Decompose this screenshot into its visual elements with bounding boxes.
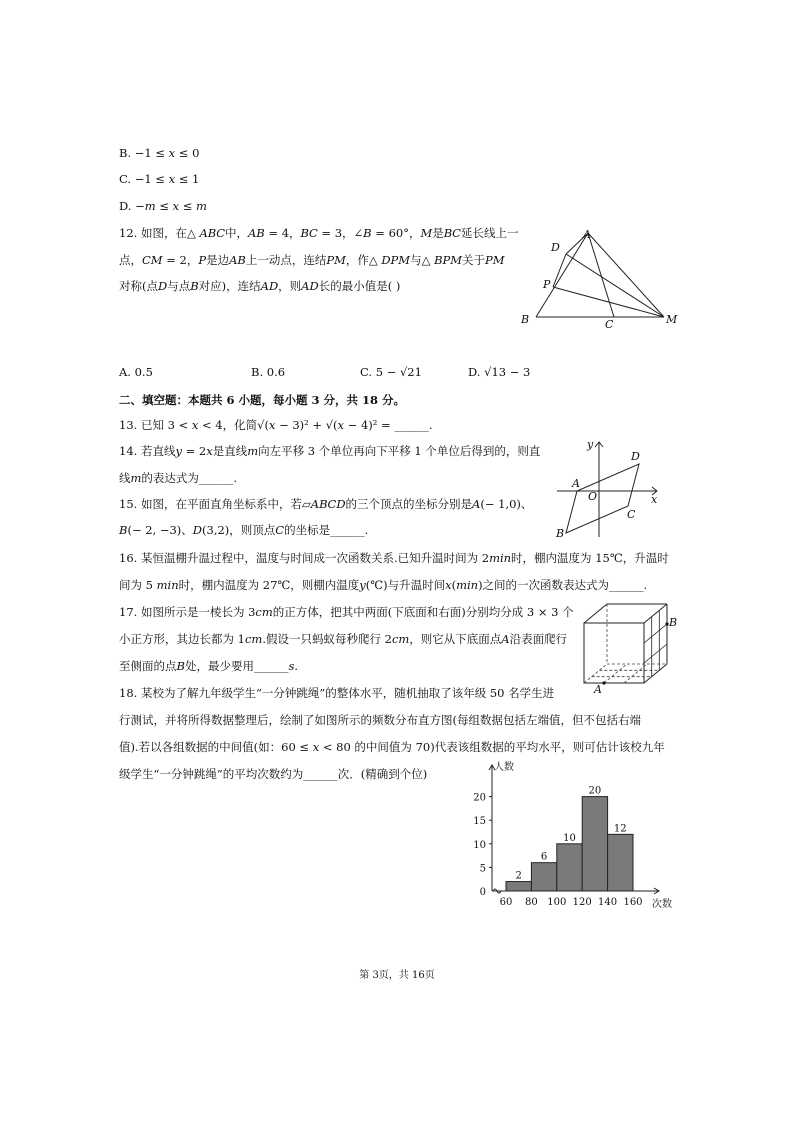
fig2-label-b: B xyxy=(556,527,565,540)
q17-line-1: 17. 如图所示是一棱长为 3𝑐𝑚的正方体，把其中两面(下底面和右面)分别均分成 3 × 3 个 xyxy=(119,605,574,619)
q12-triangle-figure xyxy=(510,224,686,330)
histogram-bar xyxy=(557,844,582,891)
fig2-label-y: y xyxy=(587,438,594,451)
histogram-bar xyxy=(531,863,556,891)
q16-line-2: 间为 5 𝑚𝑖𝑛时，棚内温度为 27℃，则棚内温度𝑦(℃)与升温时间𝑥(𝑚𝑖𝑛)之间的一次函数表达式为______. xyxy=(119,578,648,592)
fig3-label-a: A xyxy=(594,683,602,694)
x-tick-label: 140 xyxy=(598,897,618,908)
fig-label-a: A xyxy=(583,228,591,241)
q14-line-2: 线𝑚的表达式为______. xyxy=(119,471,238,485)
y-axis-label: 人数 xyxy=(494,762,514,773)
q14-line-1: 14. 若直线𝑦 = 2𝑥是直线𝑚向左平移 3 个单位再向下平移 1 个单位后得到的，则直 xyxy=(119,444,541,458)
histogram-bar xyxy=(608,834,633,891)
q18-line-1: 18. 某校为了解九年级学生“一分钟跳绳”的整体水平，随机抽取了该年级 50 名学生进 xyxy=(119,686,555,700)
x-tick-label: 60 xyxy=(499,897,513,908)
option-c: C. −1 ≤ 𝑥 ≤ 1 xyxy=(119,172,200,186)
fig-label-d: D xyxy=(551,241,560,254)
q17-cube-figure xyxy=(578,598,682,694)
q12-line-1: 12. 如图，在△ 𝐴𝐵𝐶中，𝐴𝐵 = 4，𝐵𝐶 = 3，∠𝐵 = 60°，𝑀是𝐵𝐶延长线上一 xyxy=(119,226,519,240)
q18-line-3: 值).若以各组数据的中间值(如：60 ≤ 𝑥 < 80 的中间值为 70)代表该组数据的平均水平，则可估计该校九年 xyxy=(119,740,665,754)
q18-line-4: 级学生“一分钟跳绳”的平均次数约为______次．(精确到个位) xyxy=(119,767,428,781)
q17-line-3: 至侧面的点𝐵处，最少要用______𝑠. xyxy=(119,659,299,673)
q12-option-b: B. 0.6 xyxy=(251,365,286,379)
q17-line-2: 小正方形，其边长都为 1𝑐𝑚.假设一只蚂蚁每秒爬行 2𝑐𝑚，则它从下底面点𝐴沿表面爬行 xyxy=(119,632,568,646)
bar-value-label: 12 xyxy=(613,823,627,835)
q18-line-2: 行测试，并将所得数据整理后，绘制了如图所示的频数分布直方图(每组数据包括左端值，但不包括右端 xyxy=(119,713,641,727)
fig2-label-o: O xyxy=(588,490,598,503)
x-tick-label: 160 xyxy=(623,897,643,908)
histogram-chart xyxy=(468,760,678,910)
q12-option-c: C. 5 − √21 xyxy=(360,365,422,379)
fig2-label-x: x xyxy=(651,493,658,506)
fig2-label-a: A xyxy=(572,477,580,490)
fig2-label-c: C xyxy=(627,508,636,521)
fig2-label-d: D xyxy=(631,450,640,463)
y-tick-label: 5 xyxy=(479,863,486,875)
x-tick-label: 120 xyxy=(572,897,592,908)
q12-line-2: 点，𝐶𝑀 = 2，𝑃是边𝐴𝐵上一动点，连结𝑃𝑀，作△ 𝐷𝑃𝑀与△ 𝐵𝑃𝑀关于𝑃𝑀 xyxy=(119,253,505,267)
q15-parallelogram-figure xyxy=(555,436,667,540)
section-title: 二、填空题：本题共 6 小题，每小题 3 分，共 18 分。 xyxy=(119,393,406,407)
q15-line-2: 𝐵(− 2, −3)、𝐷(3,2)，则顶点𝐶的坐标是______. xyxy=(119,523,369,537)
fig-label-b: B xyxy=(521,313,530,326)
fig-label-p: P xyxy=(543,278,551,291)
histogram-bar xyxy=(582,797,607,891)
option-d: D. −𝑚 ≤ 𝑥 ≤ 𝑚 xyxy=(119,199,207,213)
q12-option-a: A. 0.5 xyxy=(119,365,153,379)
page-footer: 第 3页，共 16页 xyxy=(359,970,435,981)
x-tick-label: 100 xyxy=(547,897,567,908)
histogram-bar xyxy=(506,882,531,891)
x-axis-label: 次数 xyxy=(652,899,672,910)
y-tick-label: 10 xyxy=(473,839,486,851)
y-tick-label: 15 xyxy=(473,816,486,828)
bar-value-label: 2 xyxy=(515,870,522,882)
option-b: B. −1 ≤ 𝑥 ≤ 0 xyxy=(119,146,200,160)
bar-value-label: 20 xyxy=(588,785,602,797)
fig-label-c: C xyxy=(605,318,614,330)
q12-line-3: 对称(点𝐷与点𝐵对应)，连结𝐴𝐷，则𝐴𝐷长的最小值是( ) xyxy=(119,279,401,293)
x-tick-label: 80 xyxy=(525,897,538,908)
fig-label-m: M xyxy=(666,313,678,326)
q15-line-1: 15. 如图，在平面直角坐标系中，若▱𝐴𝐵𝐶𝐷的三个顶点的坐标分别是𝐴(− 1,0)、 xyxy=(119,497,533,511)
q16-line-1: 16. 某恒温棚升温过程中，温度与时间成一次函数关系.已知升温时间为 2𝑚𝑖𝑛时，棚内温度为 15℃，升温时 xyxy=(119,551,669,565)
fig3-label-b: B xyxy=(669,616,678,629)
q13: 13. 已知 3 < 𝑥 < 4，化简√(𝑥 − 3)² + √(𝑥 − 4)² = ______. xyxy=(119,418,433,432)
bar-value-label: 10 xyxy=(563,832,576,844)
y-tick-label: 0 xyxy=(479,887,486,898)
bar-value-label: 6 xyxy=(540,851,548,863)
q12-option-d: D. √13 − 3 xyxy=(468,365,531,379)
y-tick-label: 20 xyxy=(473,792,486,804)
